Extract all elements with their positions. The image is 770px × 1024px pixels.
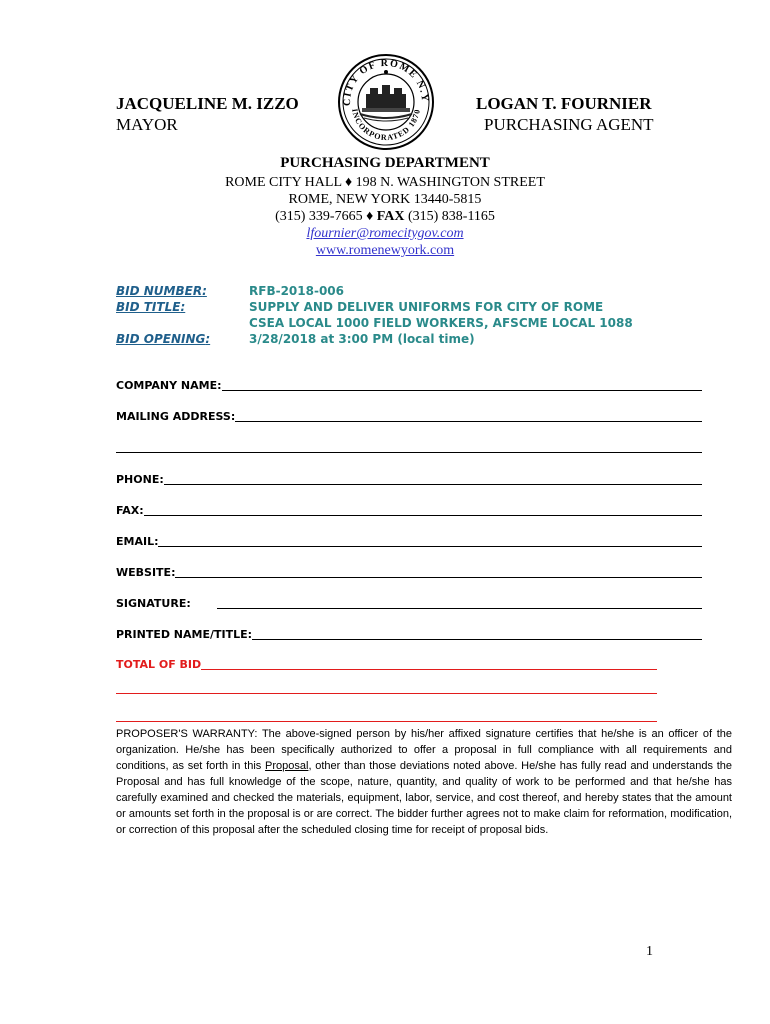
bid-opening-label: BID OPENING: [116, 332, 211, 346]
seal-bottom-text: INCORPORATED 1870 [350, 108, 422, 143]
total-of-bid-line[interactable] [201, 669, 657, 670]
mailing-address-line[interactable] [235, 421, 702, 422]
printed-name-title-label: PRINTED NAME/TITLE: [116, 628, 253, 641]
proposal-word: Proposal [265, 760, 309, 772]
bid-number-label: BID NUMBER: [116, 284, 207, 298]
email-line[interactable] [158, 546, 702, 547]
printed-name-title-field[interactable] [116, 625, 702, 641]
fax-label: FAX [376, 209, 405, 224]
mailing-address-field[interactable] [116, 407, 702, 423]
phone-line[interactable] [164, 484, 702, 485]
website-link[interactable]: www.romenewyork.com [315, 243, 455, 258]
printed-name-title-line[interactable] [252, 639, 702, 640]
bid-title-label: BID TITLE: [116, 300, 186, 314]
department-name: PURCHASING DEPARTMENT [280, 155, 490, 171]
address-line-1: ROME CITY HALL ♦ 198 N. WASHINGTON STREET [225, 175, 545, 190]
mayor-title: MAYOR [116, 115, 178, 134]
phone-number: (315) 339-7665 ♦ [275, 209, 377, 224]
email-field[interactable] [116, 532, 702, 548]
mailing-address-line-2[interactable] [116, 452, 702, 453]
mayor-name: JACQUELINE M. IZZO [116, 94, 299, 113]
bid-number-value: RFB-2018-006 [249, 284, 344, 298]
purchasing-agent-name: LOGAN T. FOURNIER [476, 94, 652, 113]
total-of-bid-label: TOTAL OF BID [116, 658, 202, 671]
seal-top-text: CITY OF ROME N.Y [341, 57, 431, 107]
fax-field-label: FAX: [116, 504, 144, 517]
website-line[interactable] [175, 577, 702, 578]
bid-opening-value: 3/28/2018 at 3:00 PM (local time) [249, 332, 475, 346]
bid-title-value-1: SUPPLY AND DELIVER UNIFORMS FOR CITY OF ROME [249, 300, 604, 314]
signature-line[interactable] [217, 608, 702, 609]
fax-number: (315) 838-1165 [404, 209, 495, 224]
proposers-warranty: PROPOSER'S WARRANTY: The above-signed person by his/her affixed signature certifies that he/she is an officer of the organization. He/she has been specifically authorized to offer a proposal in full compliance with all requirements and conditions, as set forth in this Proposal, other than those deviations noted above. He/she has fully read and understands the Proposal and has full knowledge of the scope, nature, quantity, and quality of work to be performed and that he/she has carefully examined and checked the materials, equipment, labor, service, and cost thereof, and hereby states that the amount or amounts set forth in the proposal is or are correct. The bidder further agrees not to make claim for reformation, modification, or correction of this proposal after the scheduled closing time for receipt of proposal bids. [116, 728, 732, 836]
website-field[interactable] [116, 563, 702, 579]
mailing-address-label: MAILING ADDRESS: [116, 410, 236, 423]
company-name-field[interactable] [116, 376, 702, 392]
email-field-label: EMAIL: [116, 535, 159, 548]
signature-label: SIGNATURE: [116, 597, 191, 610]
total-of-bid-line-3[interactable] [116, 721, 657, 722]
address-line-2: ROME, NEW YORK 13440-5815 [288, 192, 482, 207]
department-block [0, 155, 770, 259]
total-of-bid-field[interactable] [116, 655, 657, 671]
phone-label: PHONE: [116, 473, 164, 486]
fax-field[interactable] [116, 501, 702, 517]
mailing-address-line-2-field[interactable] [116, 438, 702, 454]
purchasing-agent-title: PURCHASING AGENT [484, 115, 654, 134]
company-name-label: COMPANY NAME: [116, 379, 222, 392]
page-number: 1 [646, 944, 653, 959]
company-name-line[interactable] [222, 390, 702, 391]
contact-line [0, 208, 770, 225]
email-link[interactable]: lfournier@romecitygov.com [306, 226, 464, 241]
phone-field[interactable] [116, 470, 702, 486]
city-seal-graphic [336, 52, 436, 152]
signature-field[interactable] [116, 594, 702, 610]
website-field-label: WEBSITE: [116, 566, 176, 579]
fax-line[interactable] [144, 515, 702, 516]
bid-title-value-2: CSEA LOCAL 1000 FIELD WORKERS, AFSCME LOCAL 1088 [249, 316, 633, 330]
total-of-bid-line-2[interactable] [116, 693, 657, 694]
city-seal [336, 52, 436, 152]
